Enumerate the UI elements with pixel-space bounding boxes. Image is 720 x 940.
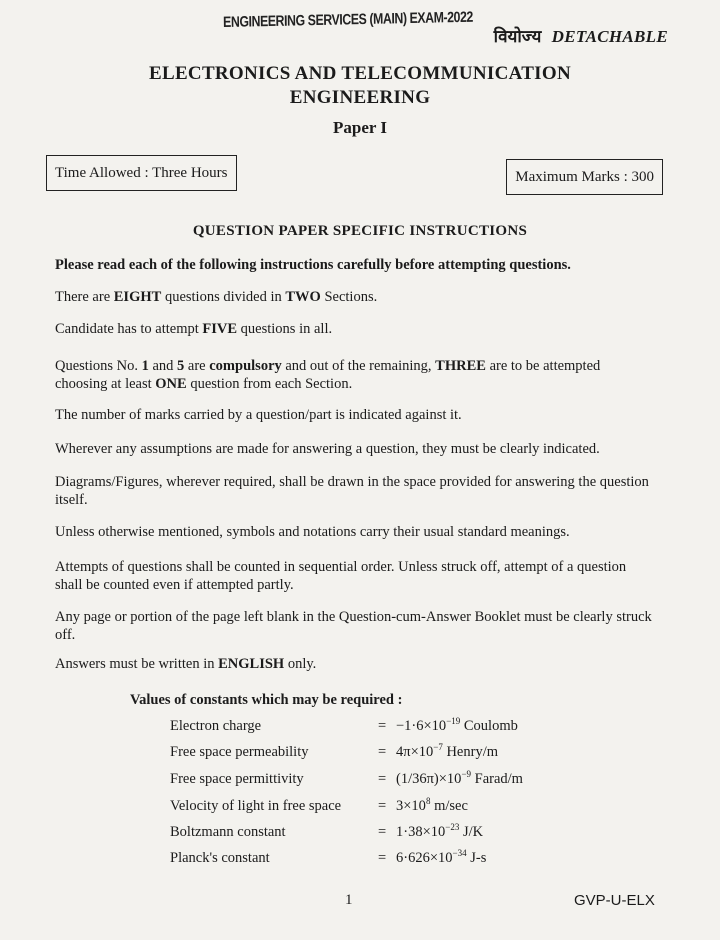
instruction-item: Candidate has to attempt FIVE questions in all. xyxy=(55,321,333,337)
constant-value: $1\cdot 38\times 10^{-23}$ J/K xyxy=(396,822,484,840)
detachable-label xyxy=(494,24,668,47)
page-number: 1 xyxy=(345,892,353,908)
constant-row xyxy=(170,824,590,846)
detachable-english: DETACHABLE xyxy=(551,27,668,46)
constant-value: $6\cdot 626\times 10^{-34}$ J-s xyxy=(396,848,487,866)
equals-sign: = xyxy=(378,744,387,760)
instruction-item: Questions No. 1 and 5 are compulsory and out of the remaining, THREE are to be attempted choosing at least ONE question from each Section. xyxy=(55,358,601,392)
equals-sign: = xyxy=(378,771,387,787)
instruction-item: Unless otherwise mentioned, symbols and notations carry their usual standard meanings. xyxy=(55,524,570,540)
constant-name: Planck's constant xyxy=(170,850,270,866)
instructions-lead: Please read each of the following instructions carefully before attempting questions. xyxy=(55,257,571,273)
constant-value: $(1/36\pi)\times 10^{-9}$ Farad/m xyxy=(396,769,523,787)
exam-banner: ENGINEERING SERVICES (MAIN) EXAM-2022 xyxy=(223,8,473,31)
instruction-item: There are EIGHT questions divided in TWO Sections. xyxy=(55,289,378,305)
title-line-1: ELECTRONICS AND TELECOMMUNICATION xyxy=(149,63,571,84)
equals-sign: = xyxy=(378,850,387,866)
instruction-item: Attempts of questions shall be counted in sequential order. Unless struck off, attempt of a question shall be counted even if attempted partly. xyxy=(55,559,627,593)
paper-title xyxy=(0,62,720,110)
constant-row xyxy=(170,850,590,872)
detachable-hindi: वियोज्य xyxy=(493,27,542,47)
instruction-item: Answers must be written in ENGLISH only. xyxy=(55,656,317,672)
equals-sign: = xyxy=(378,718,387,734)
instruction-item: Any page or portion of the page left blank in the Question-cum-Answer Booklet must be clearly struck off. xyxy=(55,609,652,643)
constant-name: Boltzmann constant xyxy=(170,824,286,840)
constant-row xyxy=(170,798,590,820)
time-allowed-box: Time Allowed : Three Hours xyxy=(46,155,237,191)
paper-number: Paper I xyxy=(333,118,387,137)
constant-name: Free space permittivity xyxy=(170,771,304,787)
constant-value: $3\times 10^8$ m/sec xyxy=(396,796,468,814)
page-header xyxy=(0,8,720,48)
constant-name: Velocity of light in free space xyxy=(170,798,342,814)
constant-row xyxy=(170,718,590,740)
title-line-2: ENGINEERING xyxy=(289,87,431,108)
instruction-item: The number of marks carried by a question/part is indicated against it. xyxy=(55,407,462,423)
constant-value: $4\pi\times 10^{-7}$ Henry/m xyxy=(396,742,498,760)
equals-sign: = xyxy=(378,824,387,840)
instructions-heading: QUESTION PAPER SPECIFIC INSTRUCTIONS xyxy=(192,223,528,239)
instruction-item: Diagrams/Figures, wherever required, shall be drawn in the space provided for answering the question itself. xyxy=(55,474,649,508)
instruction-item: Wherever any assumptions are made for answering a question, they must be clearly indicated. xyxy=(55,441,600,457)
constant-value: $-1\cdot 6\times 10^{-19}$ Coulomb xyxy=(396,716,518,734)
document-code: GVP-U-ELX xyxy=(574,892,655,909)
constant-name: Electron charge xyxy=(170,718,262,734)
maximum-marks-box: Maximum Marks : 300 xyxy=(506,159,663,195)
constant-row xyxy=(170,744,590,766)
equals-sign: = xyxy=(378,798,387,814)
constants-heading: Values of constants which may be required : xyxy=(130,692,403,708)
constant-name: Free space permeability xyxy=(170,744,309,760)
constant-row xyxy=(170,771,590,793)
